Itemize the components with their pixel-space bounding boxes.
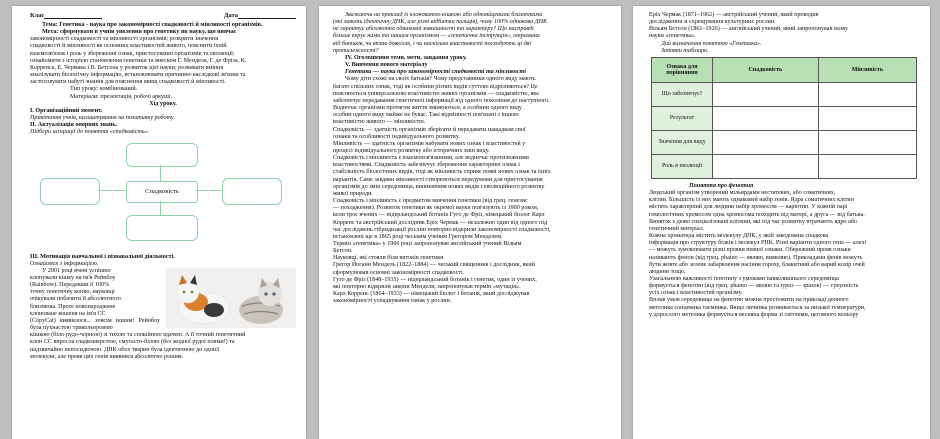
text-line: метелика сонцевика таємника. Якщо личинка розвивається за низької температури, [649,304,866,311]
text-line: не гарантує абсолютно однакової зовнішності та характеру? Що насправді [333,26,534,33]
empty-cell[interactable] [713,106,819,130]
text-line: гомологічних хромосом одна хромосома походить від матері, а друга — від батька. [649,211,865,218]
table-header-cell: Ознака для порівняння [652,57,713,82]
text-line: закономірності успадкування ознак у рослин. [333,298,452,305]
text-line: Кожна хроматида містить молекулу ДНК, у якій закодована спадкова [649,233,829,240]
text-line: Людський організм утворений мільярдами нестатевих, або соматичних, [649,190,836,197]
text-line: у дорослого метелика формується весняна форма зі світлими, цегляного кольору [649,311,859,318]
text-line: молекули, але прояв цих генів виявився абсолютно різним. [30,353,184,360]
text-line: Вільям Бетсон (1861–1926) — англійський учений, який запропонував назву [649,26,848,33]
text-line: — можуть зумовлювати різні прояви певної ознаки. Обережний прояв ознаки [649,247,851,254]
section-iv-heading: IV. Оголошення теми, мети, завдання уроку. [345,54,467,61]
text-line: Еріх Чермак (1871–1962) — австрійський учений, який проводив [649,12,819,18]
empty-cell[interactable] [713,154,819,178]
text-line: час досліджень гібридизації рослин повторно відкрили закономірності спадковості, [333,226,551,233]
table-header-cell: Мінливість [818,57,916,82]
text-line: Спадковість і мінливість є взаємопов'язаними, але водночас протилежними [333,155,529,162]
text-line: Карл Корренс (1864–1933) — німецький біолог і ботанік, який досліджував [333,291,530,298]
text-line: інформація про структуру білків і молекул РНК. Різні варіанти одного гена — алелі [649,240,867,247]
page-1 [12,6,306,439]
task-define-genetics: Дай визначення поняттю «Генетика». [661,40,762,47]
text-line: (CopyCat) виявилося... зовсім іншим! Рейнбоу була пухнастою трикольоровою [30,317,160,332]
text-line: Вплив умов середовища на фенотип можна простежити на прикладі денного [649,297,849,304]
text-line: формується фенотип (від грец. phaino — являю та typos — зразок) — сукупність [649,283,859,290]
page-3-intro [649,12,918,41]
text-line: називають фенои (від грец. phaino — являю, виявляю). Прикладами фенів можуть [649,254,863,261]
text-line: Водночас організми протягом життя змінюються, а особини одного виду [333,105,522,112]
text-line: точну генетичну копію, науковці [30,289,115,296]
cat-photos [166,268,296,328]
course-title: Хід уроку. [149,100,177,107]
goal-block [30,29,296,86]
table-row [652,130,917,154]
page-2 [319,6,621,439]
text-line: які повторно відкрили закони Менделя; запропонував термін «мутація». [333,283,521,290]
text-line: Спадковість і мінливість є предметом вивчення генетики (від грец. генезис [333,198,528,205]
row-label: Результат [652,106,713,130]
text-line: встановлені ще в 1865 році чеським ученим Грегором Менделем. [333,233,503,240]
class-blank[interactable] [44,12,102,19]
text-line: особин одного виду майже не бувас. Такі відмінності пов'язані з іншою [333,112,519,119]
text-line: Корренса, Е. Чермака і В. Бетсона у розвиток цієї науки; розвивати вміння [30,64,224,71]
text-line: клітин. Більшість із них мають однаковий набір генів. Ядра соматичних клітин [649,197,854,204]
table-row [652,82,917,106]
text-line: від батьків, чи вплив довкілля, і чи наскільки властивості посходують ці дві [333,40,532,47]
text-line: дослідження зі схрещування культурних рослин. [649,19,776,26]
text-line: протилежності? [333,47,379,54]
connector-bottom [160,201,161,215]
text-line: взаємозв'язок і роль у збереженні ознак, пристосуванні організмів та еволюції; [30,50,235,57]
text-line: Корренс та австрійський дослідник Еріх Чермак — незалежно один від одного під [333,219,548,226]
text-line: клонували кішку на ім'я Рейнбоу [30,274,116,281]
association-box-bottom[interactable] [126,215,198,241]
text-line: очікували побачити її абсолютного [30,296,121,303]
actual-text: Підбери асоціації до поняття «спадковість». [30,129,150,136]
text-line: варіантів. Саме завдяки мінливості створюються передумови для пристосування [333,176,543,183]
materials: Матеріали: презентація, робочі аркуші. [70,93,173,100]
text-line: аналізувати біологічну інформацію, встановлювати причинно-наслідкові зв'язки та [30,72,246,79]
comparison-table [651,57,917,179]
connector-right [196,190,222,191]
date-label: Дата [224,12,238,19]
lesson-type: Тип уроку: комбінований. [70,86,138,93]
association-diagram [30,141,296,251]
empty-cell[interactable] [818,130,916,154]
phenotype-body [649,190,918,319]
text-line: стабільність біологічних видів, тоді як мінливість сприяє появі нових ознак та їхніх [333,169,551,176]
text-line: Мінливість — здатність організмів набувати нових ознак і властивостей у [333,140,526,147]
text-line: науки «генетика». [649,33,696,40]
text-line: властивістю живого — мінливістю. [333,119,426,126]
actual-heading: ІІ. Актуалізація опорних знань. [30,122,118,129]
row-label: Значення для виду [652,130,713,154]
text-line: клон СС виросла гладкошерстою, смугасто-білою (без жодної рудої плями!) та [30,339,235,346]
association-box-top[interactable] [126,143,198,167]
table-header-cell: Спадковість [713,57,819,82]
cat-photo-illustration [166,268,296,328]
genetics-subheading: Генетика — наука про закономірності спадковості та мінливості [345,69,526,76]
text-line: — походження). Розвиток генетики як окремої науки пов'язують із 1900 роком, [333,205,539,212]
text-line: багато спільних ознак, тоді як особини різних видів суттєво відрізняються? Це [333,83,538,90]
text-line: Зважаючи на приклад із клонованою кішкою або однояйцевими близнюками [345,12,543,18]
class-date-row [30,12,296,19]
text-line: Узагальнюю важливості генотипу з умовами навколишнього середовища [649,275,839,282]
empty-cell[interactable] [818,82,916,106]
row-label: Роль в еволюції [652,154,713,178]
text-line: Грегор Йоганн Мендель (1822–1884) — чеський священник і дослідник, який [333,262,535,269]
text-line: забезпечує передавання генетичної інформації від одного покоління до наступного. [333,97,550,104]
association-box-left[interactable] [40,178,100,205]
text-line: організмів до змін середовища, виникнення нових видів і еволюційного розвитку [333,183,545,190]
text-line: коли троє вчених — нідерландський ботанік Гуго де Фріз, німецький біолог Карл [333,212,545,219]
empty-cell[interactable] [818,154,916,178]
text-line: близнюка. Проте новонароджене [30,303,116,310]
row-label: Що забезпечує? [652,82,713,106]
text-line: Бетсон. [333,248,353,255]
text-line: живої природи. [333,190,373,197]
text-line: Спадковість — здатність організмів зберігати й передавати нащадкам свої [333,126,526,133]
text-line: Термін «генетика» у 1906 році запропонував англійський учений Вільям [333,241,522,247]
empty-cell[interactable] [713,82,819,106]
cat-story [30,268,296,361]
section-v-heading: V. Вивчення нового матеріалу [345,62,428,69]
association-box-right[interactable] [222,178,282,205]
text-line: спадковості й мінливості як основних властивостей живого, пояснити їхній [30,43,227,50]
page-2-body [333,76,609,305]
connector-top [160,165,161,181]
text-line: властивостями. Спадковість забезпечує збереження характерних ознак і [333,162,520,169]
lesson-topic: Тема: Генетика - наука про закономірності спадковості й мінливості організмів. [42,22,263,28]
table-header-row [652,57,917,82]
text-line: Мета: сформувати в учнів уявлення про генетику як науку, що вивчає [42,29,237,36]
text-line: застосовувати набуті знання для пояснення явищ спадковості й мінливості. [30,79,226,86]
text-line: містять характерний для людини набір хромосом — каріотип. У кожній парі [649,204,848,211]
text-line: усіх ознак і властивостей організму. [649,290,743,297]
task-fill-table: Заповни таблицю. [661,47,709,54]
text-line: надзвичайно непосидючою. ДНК обох тварин була ідентичною до однієї [30,346,220,353]
text-line: бути жовте або зелене забарвлення насіння гороху, блакитний або карий колір очей [649,261,865,268]
text-line: ознайомити з історією становлення генетики та внеском Г. Менделя, Г. де Фріза, К. [30,57,247,64]
phenotype-heading: Поняття про фенотип [689,182,754,189]
page-3 [633,6,930,439]
text-line: клоноване кошеня на ім'я СС [30,310,106,317]
text-line: генетичний матеріал. [649,225,705,232]
empty-cell[interactable] [713,130,819,154]
text-line: процесі індивідуального розвитку або історичних змін виду. [333,147,490,154]
connector-left [98,190,126,191]
class-label: Клас [30,12,45,19]
text-line: Чому діти схожі на своїх батьків? Чому представники одного виду мають [345,76,536,83]
table-row [652,106,917,130]
text-line: (які мають ідентичну ДНК, але різні відбитки пальців), чому 100% однакова ДНК [333,19,548,26]
intro-question [333,12,609,55]
text-line: людини тощо. [649,268,686,275]
text-line: (Rainbow). Передавши її 100% [30,282,110,289]
text-line: Виняток є деякі спеціалізовані клітини, які під час розвитку втрачають ядро або [649,218,857,225]
motiv-sub: Ознайомся з інформацією. [30,260,99,267]
org-heading: І. Організаційний момент. [30,107,103,114]
org-text: Привітання учнів, налаштування на позитивну роботу. [30,115,175,122]
text-line: закономірності спадковості та мінливості організмів; розкрити значення [30,36,219,43]
text-line: пояснюється універсальною властивістю живих організмів — спадковістю, яка [333,90,539,97]
diagram-center-heredity: Спадковість [126,181,198,203]
table-row [652,154,917,178]
date-blank[interactable] [238,12,296,19]
motiv-heading: ІІІ. Мотивація навчальної і пізнавальної діяльності. [30,253,175,260]
text-line: кішкою (біло-рудо-чорною) зі тихою та спокійною вдачею. А її точний генетичний [30,332,246,339]
text-line: ознаки та особливості індивідуального розвитку. [333,133,460,140]
empty-cell[interactable] [818,106,916,130]
text-line: більше керує нами та нашим організмом — «генетична інструкція», отримана [333,33,540,40]
text-line: У 2001 році вчені успішно [42,267,111,274]
text-line: сформулював основні закономірності спадковості. [333,269,465,276]
text-line: Науковці, які стояли біля витоків генетики [333,255,444,262]
text-line: Гуго де Фріз (1848–1935) — нідерландський ботанік і генетик, один із учених, [333,276,537,283]
